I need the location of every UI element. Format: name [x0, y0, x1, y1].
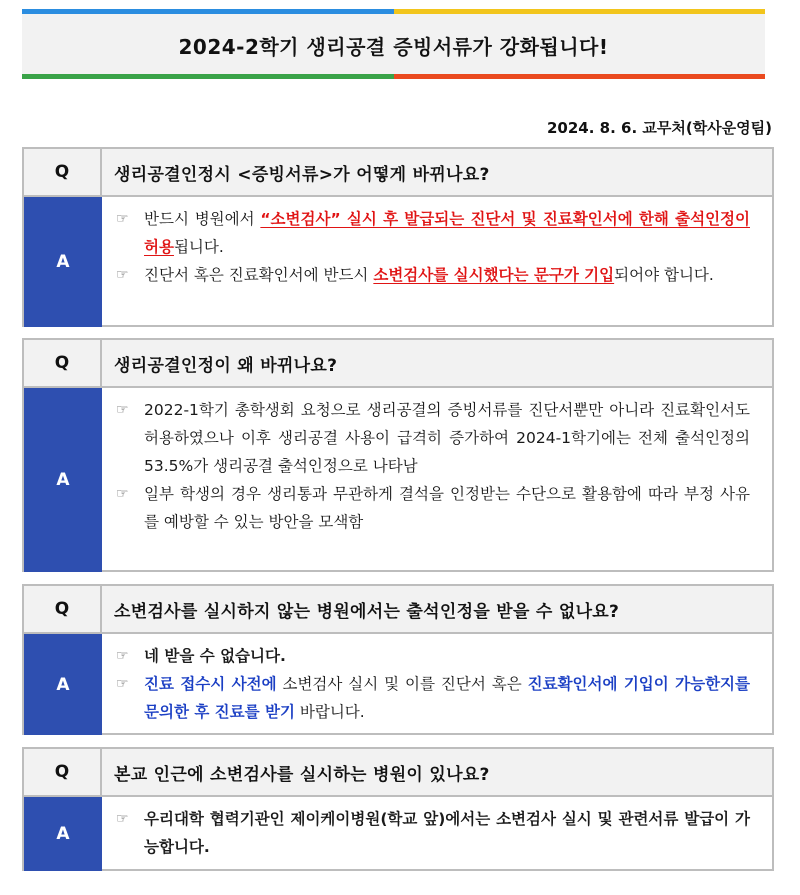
answer-bullet	[116, 805, 750, 861]
pointing-hand-icon: ☞	[116, 267, 129, 283]
q-label: Q	[24, 749, 102, 795]
pointing-hand-icon: ☞	[116, 811, 129, 827]
answer-row	[24, 634, 772, 735]
answer-bullet	[116, 205, 750, 261]
answer-bullet	[116, 670, 750, 726]
answer-text: 반드시 병원에서	[144, 210, 261, 228]
answer-row	[24, 388, 772, 572]
answer-row	[24, 797, 772, 871]
pointing-hand-icon: ☞	[116, 486, 129, 502]
banner-stripe-blue	[22, 9, 394, 14]
a-label: A	[24, 634, 102, 735]
answer-bullet	[116, 261, 750, 289]
pointing-hand-icon: ☞	[116, 648, 129, 664]
page-title: 2024-2학기 생리공결 증빙서류가 강화됩니다!	[178, 35, 609, 59]
pointing-hand-icon: ☞	[116, 676, 129, 692]
answer-text: 바랍니다.	[294, 703, 365, 721]
answer-bullet	[116, 396, 750, 480]
answer-text: 되어야 합니다.	[614, 266, 714, 284]
qa-block-1	[22, 147, 774, 327]
answer-highlight: “소변검사” 실시 후 발급되는 진단서 및 진료확인서에 한해 출석인정이 허용	[144, 210, 750, 256]
answer-text: 2022-1학기 총학생회 요청으로 생리공결의 증빙서류를 진단서뿐만 아니라 진료확인서도 허용하였으나 이후 생리공결 사용이 급격히 증가하여 2024-1학기에는 전체 출석인정의 53.5%가 생리공결 출석인정으로 나타남	[144, 401, 750, 475]
a-label: A	[24, 197, 102, 327]
answer-body	[102, 634, 772, 735]
q-label: Q	[24, 340, 102, 386]
date-issuer: 2024. 8. 6. 교무처(학사운영팀)	[546, 119, 772, 137]
answer-text: 소변검사 실시 및 이를 진단서 혹은	[276, 675, 528, 693]
question-text: 생리공결인정시 <증빙서류>가 어떻게 바뀌나요?	[114, 164, 490, 185]
answer-text: 우리대학 협력기관인 제이케이병원(학교 앞)에서는 소변검사 실시 및 관련서류 발급이 가능합니다.	[144, 810, 750, 856]
answer-body	[102, 388, 772, 572]
q-label: Q	[24, 586, 102, 632]
qa-block-3	[22, 584, 774, 735]
answer-highlight: 진료 접수시 사전에	[144, 675, 277, 693]
qa-block-2	[22, 338, 774, 572]
answer-highlight: 소변검사를 실시했다는 문구가 기입	[373, 266, 615, 284]
question-text: 생리공결인정이 왜 바뀌나요?	[114, 355, 338, 376]
answer-text: 진단서 혹은 진료확인서에 반드시	[144, 266, 374, 284]
answer-body	[102, 197, 772, 327]
banner-stripe-yellow	[394, 9, 765, 14]
question-row	[24, 586, 772, 634]
question-text: 본교 인근에 소변검사를 실시하는 병원이 있나요?	[114, 764, 490, 785]
pointing-hand-icon: ☞	[116, 211, 129, 227]
qa-block-4	[22, 747, 774, 871]
banner-stripe-green	[22, 74, 394, 79]
pointing-hand-icon: ☞	[116, 402, 129, 418]
q-label: Q	[24, 149, 102, 195]
answer-bullet	[116, 642, 750, 670]
answer-text: 됩니다.	[173, 238, 224, 256]
question-row	[24, 149, 772, 197]
banner-stripe-red	[394, 74, 765, 79]
answer-text: 네 받을 수 없습니다.	[144, 647, 286, 665]
answer-row	[24, 197, 772, 327]
question-text: 소변검사를 실시하지 않는 병원에서는 출석인정을 받을 수 없나요?	[114, 601, 620, 622]
question-row	[24, 340, 772, 388]
title-banner	[22, 9, 765, 79]
answer-highlight: 진료확인서에 기입이 가능한지를 문의한 후 진료를 받기	[144, 675, 751, 721]
answer-text: 일부 학생의 경우 생리통과 무관하게 결석을 인정받는 수단으로 활용함에 따라 부정 사유를 예방할 수 있는 방안을 모색함	[144, 485, 750, 531]
a-label: A	[24, 388, 102, 572]
question-row	[24, 749, 772, 797]
a-label: A	[24, 797, 102, 871]
answer-body	[102, 797, 772, 871]
answer-bullet	[116, 480, 750, 536]
